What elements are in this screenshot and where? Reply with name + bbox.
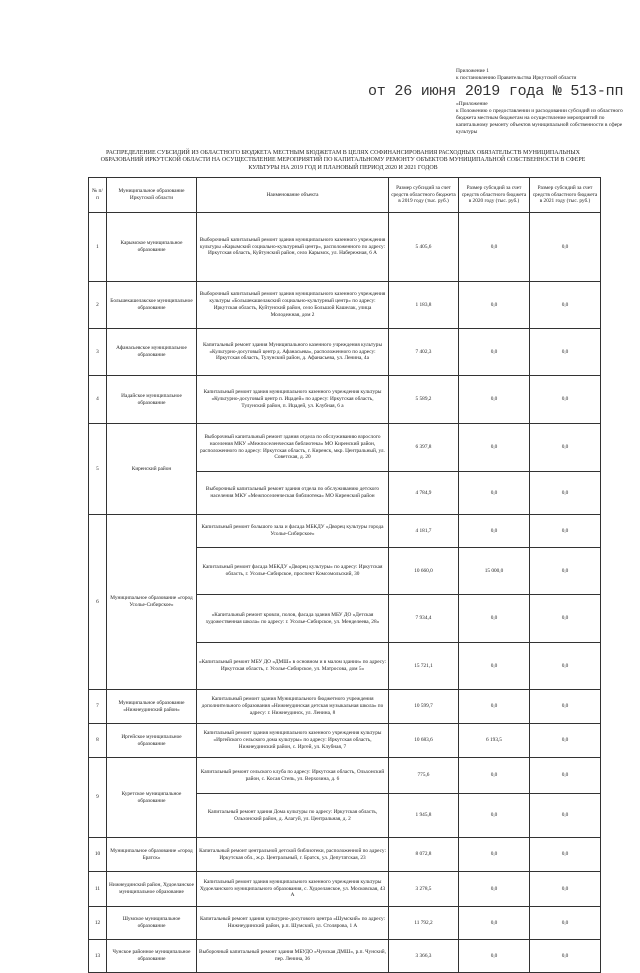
table-header-row	[89, 178, 601, 213]
value-2019: 6 397,8	[389, 424, 459, 472]
value-2019: 1 945,8	[389, 794, 459, 838]
value-2020: 0,0	[459, 472, 530, 515]
value-2019: 5 589,2	[389, 376, 459, 424]
table-row	[89, 282, 601, 329]
value-2021: 0,0	[530, 907, 601, 940]
value-2020: 0,0	[459, 213, 530, 282]
value-2019: 10 660,0	[389, 548, 459, 595]
municipality-name: Киренский район	[107, 424, 197, 515]
row-number: 6	[89, 515, 107, 690]
value-2021: 0,0	[530, 794, 601, 838]
municipality-name: Нижнеудинский район, Худоеланское муниципальное образование	[107, 872, 197, 907]
row-number: 11	[89, 872, 107, 907]
table-row	[89, 940, 601, 973]
object-name: Выборочный капитальный ремонт здания МБУДО «Чунская ДМШ», р.п. Чунский, пер. Ленина, 36	[197, 940, 389, 973]
value-2020: 0,0	[459, 690, 530, 724]
value-2020: 0,0	[459, 424, 530, 472]
object-name: Капитальный ремонт большого зала и фасада МБКДУ «Дворец культуры города Усолье-Сибирское»	[197, 515, 389, 548]
row-number: 12	[89, 907, 107, 940]
table-row	[89, 758, 601, 794]
value-2020: 0,0	[459, 872, 530, 907]
table-row	[89, 872, 601, 907]
value-2021: 0,0	[530, 872, 601, 907]
object-name: Капитальный ремонт фасада МБКДУ «Дворец культуры» по адресу: Иркутская область, г. Усолье-Сибирское, проспект Комсомольский, 30	[197, 548, 389, 595]
row-number: 7	[89, 690, 107, 724]
decree-stamp: от 26 июня 2019 года № 513-пп	[368, 83, 624, 100]
value-2021: 0,0	[530, 472, 601, 515]
value-2021: 0,0	[530, 838, 601, 872]
value-2021: 0,0	[530, 424, 601, 472]
value-2020: 0,0	[459, 758, 530, 794]
object-name: «Капитальный ремонт МБУ ДО «ДМШ» в основном и в малом здании» по адресу: Иркутская область, г. Усолье-Сибирское, ул. Матросова, дом 5»	[197, 643, 389, 690]
municipality-name: Муниципальное образование «город Братск»	[107, 838, 197, 872]
value-2021: 0,0	[530, 329, 601, 376]
object-name: Выборочный капитальный ремонт здания муниципального казенного учреждения культуры «Большекашелакский социально-культурный центр» по адресу: Иркутская область, Куйтунский район, село Большой Кашелак, улица Молодежная, дом 2	[197, 282, 389, 329]
municipality-name: Муниципальное образование «Нижнеудинский район»	[107, 690, 197, 724]
appendix-subheader	[456, 101, 636, 136]
table-row	[89, 213, 601, 282]
header-2019: Размер субсидий за счет средств областного бюджета в 2019 году (тыс. руб.)	[389, 178, 459, 213]
value-2019: 15 721,1	[389, 643, 459, 690]
object-name: Капитальный ремонт сельского клуба по адресу: Иркутская область, Ольхонский район, с. Косая Степь, ул. Верхозина, д. 6	[197, 758, 389, 794]
value-2019: 7 402,3	[389, 329, 459, 376]
municipality-name: Афанасьевское муниципальное образование	[107, 329, 197, 376]
table-row	[89, 424, 601, 472]
value-2021: 0,0	[530, 940, 601, 973]
header-object: Наименование объекта	[197, 178, 389, 213]
value-2019: 1 183,8	[389, 282, 459, 329]
municipality-name: Карымское муниципальное образование	[107, 213, 197, 282]
header-num: № п/п	[89, 178, 107, 213]
subsidy-table	[88, 177, 601, 973]
value-2021: 0,0	[530, 515, 601, 548]
appendix-line-4: к Положению о предоставлении и расходовании субсидий из областного бюджета местным бюджетам на осуществление мероприятий по капитальному ремонту объектов муниципальной собственности в сфере культуры	[456, 108, 623, 135]
table-row	[89, 329, 601, 376]
value-2019: 10 683,6	[389, 724, 459, 758]
value-2019: 3 278,5	[389, 872, 459, 907]
value-2020: 0,0	[459, 595, 530, 643]
value-2019: 10 599,7	[389, 690, 459, 724]
row-number: 13	[89, 940, 107, 973]
object-name: Выборочный капитальный ремонт здания отдела по обслуживанию взрослого населения МКУ «Межпоселенческая библиотека» МО Киренский район, расположенного по адресу: Иркутская область, г. Киренск, мкр. Центральный, ул. Советская, д. 20	[197, 424, 389, 472]
value-2021: 0,0	[530, 758, 601, 794]
value-2020: 0,0	[459, 282, 530, 329]
municipality-name: Иргейское муниципальное образование	[107, 724, 197, 758]
table-row	[89, 376, 601, 424]
value-2020: 6 193,5	[459, 724, 530, 758]
table-body	[89, 213, 601, 973]
value-2020: 15 000,0	[459, 548, 530, 595]
object-name: Капитальный ремонт здания муниципального казенного учреждения культуры «Иргейского сельского дома культуры» по адресу: Иркутская область, Нижнеудинский район, с. Иргей, ул. Клубная, 7	[197, 724, 389, 758]
row-number: 3	[89, 329, 107, 376]
municipality-name: Муниципальное образование «город Усолье-Сибирское»	[107, 515, 197, 690]
value-2020: 0,0	[459, 838, 530, 872]
object-name: Капитальный ремонт здания культурно-досугового центра «Шумский» по адресу: Нижнеудинский район, р.п. Шумский, ул. Столярова, 1 А	[197, 907, 389, 940]
municipality-name: Иадайское муниципальное образование	[107, 376, 197, 424]
value-2020: 0,0	[459, 794, 530, 838]
value-2020: 0,0	[459, 940, 530, 973]
municipality-name: Большекашелакское муниципальное образование	[107, 282, 197, 329]
appendix-line-3: «Приложение	[456, 101, 488, 107]
row-number: 8	[89, 724, 107, 758]
value-2019: 4 181,7	[389, 515, 459, 548]
value-2021: 0,0	[530, 643, 601, 690]
value-2019: 775,6	[389, 758, 459, 794]
appendix-header	[456, 68, 636, 82]
object-name: «Капитальный ремонт кровли, полов, фасада здания МБУ ДО «Детская художественная школа» по адресу: г. Усолье-Сибирское, ул. Менделеева, 28»	[197, 595, 389, 643]
object-name: Капитальный ремонт здания муниципального казенного учреждения культуры Худоеланского муниципального образования, с. Худоеланское, ул. Московская, 43 А	[197, 872, 389, 907]
value-2020: 0,0	[459, 515, 530, 548]
object-name: Капитальный ремонт здания Дома культуры по адресу: Иркутская область, Ольхонский район, д. Алагуй, ул. Центральная, д. 2	[197, 794, 389, 838]
value-2021: 0,0	[530, 548, 601, 595]
value-2021: 0,0	[530, 724, 601, 758]
table-row	[89, 838, 601, 872]
value-2020: 0,0	[459, 643, 530, 690]
object-name: Капитальный ремонт центральной детской библиотеки, расположенной по адресу: Иркутская обл., ж.р. Центральный, г. Братск, ул. Депутатская, 23	[197, 838, 389, 872]
row-number: 10	[89, 838, 107, 872]
row-number: 1	[89, 213, 107, 282]
value-2019: 3 366,3	[389, 940, 459, 973]
municipality-name: Куретское муниципальное образование	[107, 758, 197, 838]
value-2019: 4 784,9	[389, 472, 459, 515]
header-municipality: Муниципальное образование Иркутской области	[107, 178, 197, 213]
value-2021: 0,0	[530, 595, 601, 643]
document-title: РАСПРЕДЕЛЕНИЕ СУБСИДИЙ ИЗ ОБЛАСТНОГО БЮДЖЕТА МЕСТНЫМ БЮДЖЕТАМ В ЦЕЛЯХ СОФИНАНСИРОВАНИЯ РАСХОДНЫХ ОБЯЗАТЕЛЬСТВ МУНИЦИПАЛЬНЫХ ОБРАЗОВАНИЙ ИРКУТСКОЙ ОБЛАСТИ НА ОСУЩЕСТВЛЕНИЕ МЕРОПРИЯТИЙ ПО КАПИТАЛЬНОМУ РЕМОНТУ ОБЪЕКТОВ МУНИЦИПАЛЬНОЙ СОБСТВЕННОСТИ В СФЕРЕ КУЛЬТУРЫ НА 2019 ГОД И ПЛАНОВЫЙ ПЕРИОД 2020 И 2021 ГОДОВ	[100, 150, 586, 171]
row-number: 2	[89, 282, 107, 329]
value-2019: 5 405,6	[389, 213, 459, 282]
row-number: 4	[89, 376, 107, 424]
table-row	[89, 690, 601, 724]
table-row	[89, 907, 601, 940]
value-2021: 0,0	[530, 213, 601, 282]
value-2021: 0,0	[530, 376, 601, 424]
object-name: Капитальный ремонт здания Муниципального бюджетного учреждения дополнительного образования «Нижнеудинская детская музыкальная школа» по адресу: г. Нижнеудинск, ул. Ленина, 8	[197, 690, 389, 724]
object-name: Капитальный ремонт здания муниципального казенного учреждения культуры «Культурно-досуговый центр п. Ицадей» по адресу: Иркутская область, Тулунский район, п. Ицадей, ул. Клубная, 6 а	[197, 376, 389, 424]
value-2019: 7 934,4	[389, 595, 459, 643]
value-2019: 11 792,2	[389, 907, 459, 940]
municipality-name: Шумское муниципальное образование	[107, 907, 197, 940]
table-row	[89, 724, 601, 758]
appendix-line-1: Приложение 1	[456, 68, 489, 74]
row-number: 9	[89, 758, 107, 838]
value-2020: 0,0	[459, 907, 530, 940]
value-2021: 0,0	[530, 690, 601, 724]
value-2020: 0,0	[459, 376, 530, 424]
header-2021: Размер субсидий за счет средств областного бюджета в 2021 году (тыс. руб.)	[530, 178, 601, 213]
value-2020: 0,0	[459, 329, 530, 376]
row-number: 5	[89, 424, 107, 515]
municipality-name: Чунское районное муниципальное образование	[107, 940, 197, 973]
object-name: Выборочный капитальный ремонт здания муниципального казенного учреждения культуры «Карымский социально-культурный центр», расположенного по адресу: Иркутская область, Куйтунский район, село Карымск, ул. Набережная, 6 А	[197, 213, 389, 282]
appendix-line-2: к постановлению Правительства Иркутской области	[456, 75, 577, 81]
object-name: Выборочный капитальный ремонт здания отдела по обслуживанию детского населения МКУ «Межпоселенческая библиотека» МО Киренский район	[197, 472, 389, 515]
table-row	[89, 515, 601, 548]
value-2019: 8 072,8	[389, 838, 459, 872]
value-2021: 0,0	[530, 282, 601, 329]
header-2020: Размер субсидий за счет средств областного бюджета в 2020 году (тыс. руб.)	[459, 178, 530, 213]
object-name: Капитальный ремонт здания Муниципального казенного учреждения культуры «Культурно-досуговый центр д. Афанасьева», расположенного по адресу: Иркутская область, Тулунский район, д. Афанасьева, ул. Ленина, 4а	[197, 329, 389, 376]
